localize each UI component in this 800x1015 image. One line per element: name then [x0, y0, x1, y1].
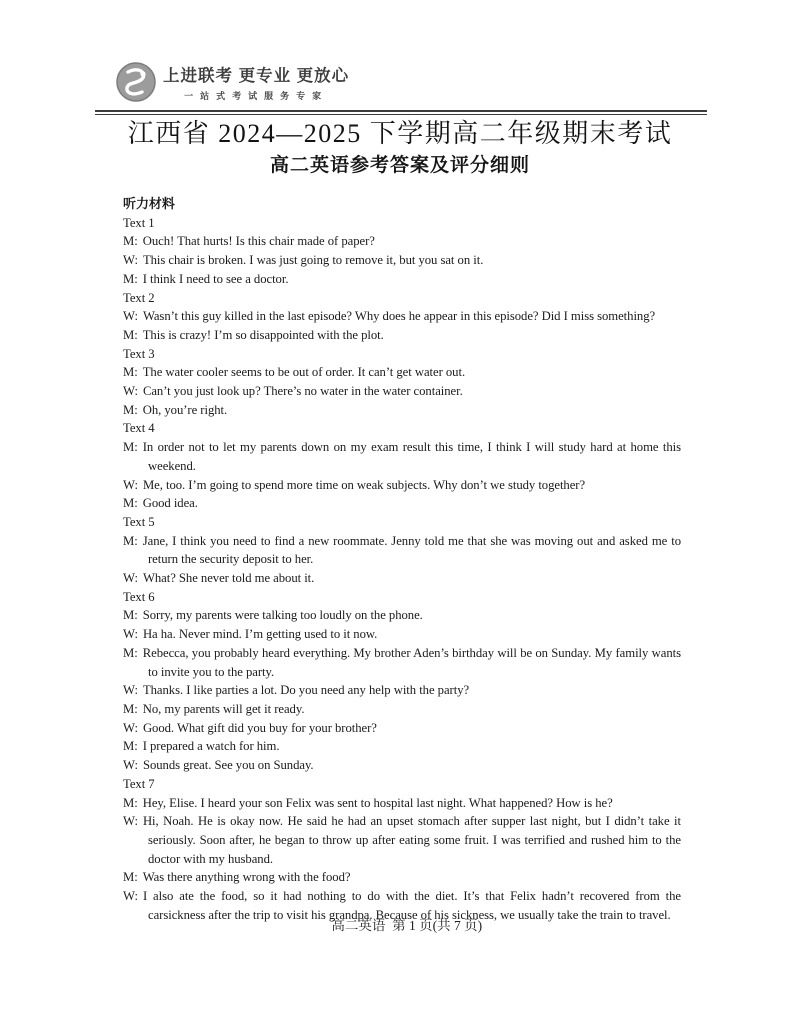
dialogue-line: M: The water cooler seems to be out of order. It can’t get water out. — [123, 365, 466, 380]
speaker-label: W: — [123, 814, 138, 829]
dialogue-line: M: Rebecca, you probably heard everything. My brother Aden’s birthday will be on Sunday. My family wants to invite you to the party. — [123, 645, 681, 679]
dialogue-line: M: Good idea. — [123, 496, 198, 511]
speaker-label: M: — [123, 496, 138, 511]
speaker-label: M: — [123, 440, 138, 455]
speaker-label: M: — [123, 234, 138, 249]
speaker-label: M: — [123, 533, 138, 548]
speaker-label: W: — [123, 309, 138, 324]
dialogue-line: W: Me, too. I’m going to spend more time on weak subjects. Why don’t we study together? — [123, 477, 586, 492]
speaker-label: W: — [123, 720, 138, 735]
dialogue-line: M: Hey, Elise. I heard your son Felix was sent to hospital last night. What happened? How is he? — [123, 795, 613, 810]
page-footer — [0, 898, 800, 950]
dialogue-line: W: What? She never told me about it. — [123, 571, 315, 586]
text-section-label: Text 5 — [123, 514, 155, 529]
brand-text — [163, 62, 349, 102]
dialogue-line: W: I also ate the food, so it had nothing to do with the diet. It’s that Felix hadn’t recovered from the carsickness after the trip to visit his grandpa. Because of his sickness, we usually take the train to travel. — [123, 889, 681, 922]
dialogue-line: M: I think I need to see a doctor. — [123, 271, 289, 286]
speaker-label: M: — [123, 701, 138, 716]
speaker-label: M: — [123, 327, 138, 342]
listening-transcript — [123, 195, 681, 924]
dialogue-line: M: This is crazy! I’m so disappointed with the plot. — [123, 327, 384, 342]
speaker-label: M: — [123, 739, 138, 754]
brand-header — [116, 62, 349, 102]
dialogue-line: W: Can’t you just look up? There’s no water in the water container. — [123, 384, 463, 399]
speaker-label: W: — [123, 253, 138, 268]
speaker-label: M: — [123, 795, 138, 810]
speaker-label: W: — [123, 889, 138, 904]
speaker-label: M: — [123, 365, 138, 380]
brand-title: 上进联考 更专业 更放心 — [163, 67, 350, 85]
dialogue-line: M: No, my parents will get it ready. — [123, 701, 305, 716]
answer-key-subtitle: 高二英语参考答案及评分细则 — [269, 155, 530, 176]
text-section-label: Text 2 — [123, 290, 155, 305]
brand-tagline: 一站式考试服务专家 — [184, 91, 329, 101]
speaker-label: M: — [123, 645, 138, 660]
shangjin-swirl-logo-icon — [116, 62, 156, 102]
speaker-label: W: — [123, 683, 138, 698]
dialogue-line: W: Wasn’t this guy killed in the last episode? Why does he appear in this episode? Did I miss something? — [123, 309, 656, 324]
header-divider-rule — [95, 110, 707, 115]
speaker-label: W: — [123, 384, 138, 399]
speaker-label: W: — [123, 477, 138, 492]
dialogue-line: W: Thanks. I like parties a lot. Do you need any help with the party? — [123, 683, 470, 698]
dialogue-line: W: Hi, Noah. He is okay now. He said he had an upset stomach after supper last night, but I didn’t take it seriously. Soon after, he began to throw up after eating some fruit. I was terrified and rushed him to the doctor with my husband. — [123, 814, 681, 866]
dialogue-line: M: Was there anything wrong with the food? — [123, 870, 351, 885]
dialogue-line: M: In order not to let my parents down on my exam result this time, I think I will study hard at home this weekend. — [123, 440, 681, 473]
text-section-label: Text 6 — [123, 589, 155, 604]
text-section-label: Text 3 — [123, 346, 155, 361]
dialogue-line: M: Sorry, my parents were talking too loudly on the phone. — [123, 608, 423, 623]
speaker-label: M: — [123, 271, 138, 286]
dialogue-line: M: Ouch! That hurts! Is this chair made of paper? — [123, 234, 375, 249]
section-heading-listening-material: 听力材料 — [123, 196, 175, 211]
speaker-label: W: — [123, 571, 138, 586]
dialogue-line: M: Oh, you’re right. — [123, 402, 228, 417]
dialogue-line: M: I prepared a watch for him. — [123, 739, 280, 754]
speaker-label: M: — [123, 402, 138, 417]
dialogue-line: W: Good. What gift did you buy for your brother? — [123, 720, 377, 735]
text-section-label: Text 1 — [123, 215, 155, 230]
speaker-label: W: — [123, 758, 138, 773]
exam-title: 江西省 2024—2025 下学期高二年级期末考试 — [127, 119, 673, 148]
dialogue-blocks — [123, 214, 681, 925]
page-number-label: 高二英语 第 1 页(共 7 页) — [331, 918, 483, 933]
text-section-label: Text 7 — [123, 776, 155, 791]
text-section-label: Text 4 — [123, 421, 155, 436]
speaker-label: M: — [123, 608, 138, 623]
speaker-label: M: — [123, 870, 138, 885]
dialogue-line: W: Sounds great. See you on Sunday. — [123, 758, 314, 773]
speaker-label: W: — [123, 627, 138, 642]
dialogue-line: W: Ha ha. Never mind. I’m getting used to it now. — [123, 627, 378, 642]
dialogue-line: W: This chair is broken. I was just going to remove it, but you sat on it. — [123, 253, 484, 268]
dialogue-line: M: Jane, I think you need to find a new roommate. Jenny told me that she was moving out and asked me to return the security deposit to her. — [123, 533, 681, 567]
